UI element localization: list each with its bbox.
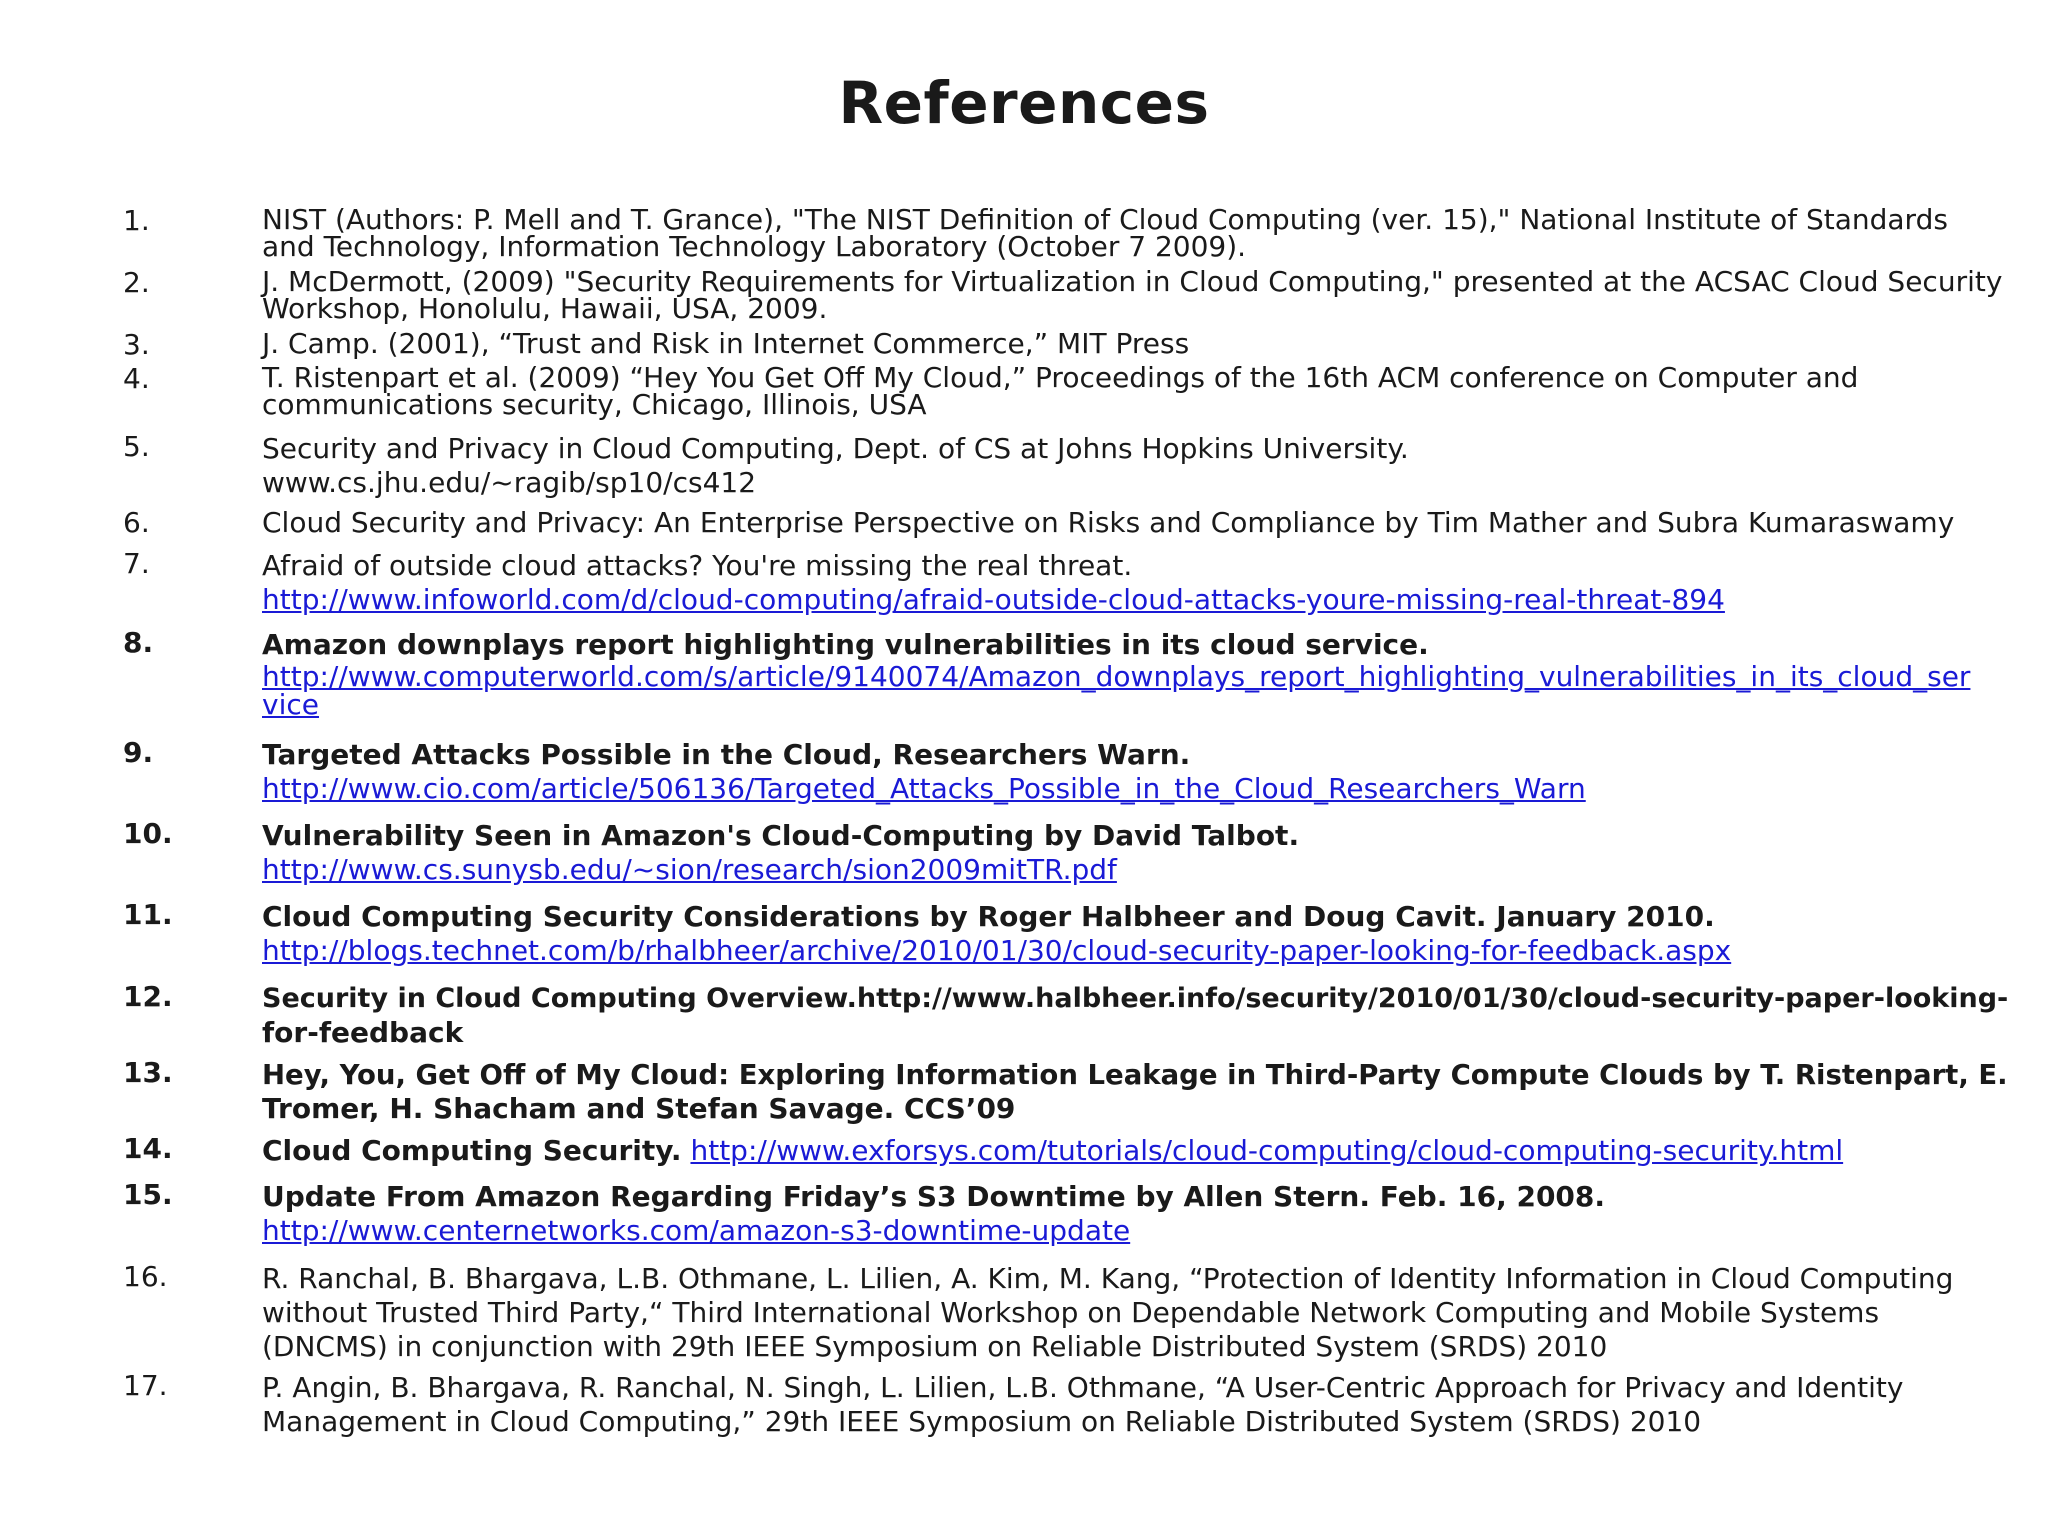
- reference-text: Cloud Security and Privacy: An Enterprise Perspective on Risks and Compliance by Tim Mather and Subra Kumaraswamy: [262, 506, 1955, 539]
- reference-text: R. Ranchal, B. Bhargava, L.B. Othmane, L. Lilien, A. Kim, M. Kang, “Protection of Identity Information in Cloud Computing: [262, 1262, 1954, 1295]
- reference-text: communications security, Chicago, Illinois, USA: [262, 388, 927, 421]
- reference-number: 13.: [123, 1056, 173, 1089]
- reference-link[interactable]: http://www.computerworld.com/s/article/9140074/Amazon_downplays_report_highlighting_vulnerabilities_in_its_cloud_ser: [262, 660, 1971, 693]
- reference-number: 17.: [123, 1369, 168, 1402]
- reference-link-continued[interactable]: vice: [262, 688, 319, 721]
- reference-text: J. McDermott, (2009) "Security Requirements for Virtualization in Cloud Computing," presented at the ACSAC Cloud Security: [262, 265, 2003, 298]
- reference-text: without Trusted Third Party,“ Third International Workshop on Dependable Network Computing and Mobile Systems: [262, 1296, 1880, 1329]
- reference-text: Cloud Computing Security Considerations by Roger Halbheer and Doug Cavit. January 2010.: [262, 900, 1715, 933]
- reference-number: 3.: [123, 328, 150, 361]
- page-title: References: [838, 69, 1210, 137]
- reference-text: Security in Cloud Computing Overview.http://www.halbheer.info/security/2010/01/30/cloud-security-paper-looking-: [262, 983, 2009, 1014]
- reference-link[interactable]: http://www.exforsys.com/tutorials/cloud-computing/cloud-computing-security.html: [690, 1134, 1844, 1167]
- reference-text: NIST (Authors: P. Mell and T. Grance), "The NIST Definition of Cloud Computing (ver. 15)," National Institute of Standards: [262, 203, 1948, 236]
- reference-number: 5.: [123, 430, 150, 463]
- reference-number: 14.: [123, 1132, 173, 1165]
- reference-number: 9.: [123, 736, 154, 769]
- reference-text: J. Camp. (2001), “Trust and Risk in Internet Commerce,” MIT Press: [262, 327, 1190, 360]
- reference-number: 10.: [123, 817, 173, 850]
- reference-text: Tromer, H. Shacham and Stefan Savage. CCS’09: [262, 1092, 1016, 1125]
- reference-number: 1.: [123, 204, 150, 237]
- reference-link[interactable]: http://www.centernetworks.com/amazon-s3-downtime-update: [262, 1214, 1131, 1247]
- reference-text: Afraid of outside cloud attacks? You're missing the real threat.: [262, 549, 1133, 582]
- reference-text: Vulnerability Seen in Amazon's Cloud-Computing by David Talbot.: [262, 819, 1300, 852]
- reference-text: Security and Privacy in Cloud Computing, Dept. of CS at Johns Hopkins University.: [262, 432, 1409, 465]
- reference-text: and Technology, Information Technology Laboratory (October 7 2009).: [262, 230, 1247, 263]
- reference-text: Management in Cloud Computing,” 29th IEEE Symposium on Reliable Distributed System (SRDS) 2010: [262, 1405, 1702, 1438]
- reference-number: 6.: [123, 506, 150, 539]
- reference-number: 16.: [123, 1260, 168, 1293]
- reference-text: (DNCMS) in conjunction with 29th IEEE Symposium on Reliable Distributed System (SRDS) 2010: [262, 1330, 1608, 1363]
- reference-text: Hey, You, Get Off of My Cloud: Exploring Information Leakage in Third-Party Compute Clouds by T. Ristenpart, E.: [262, 1059, 2008, 1091]
- reference-link[interactable]: http://blogs.technet.com/b/rhalbheer/archive/2010/01/30/cloud-security-paper-looking-for-feedback.aspx: [262, 934, 1732, 967]
- reference-text: for-feedback: [262, 1016, 464, 1049]
- reference-text: T. Ristenpart et al. (2009) “Hey You Get Off My Cloud,” Proceedings of the 16th ACM conference on Computer and: [262, 361, 1859, 394]
- reference-number: 12.: [123, 980, 173, 1013]
- reference-number: 4.: [123, 362, 150, 395]
- reference-text: Cloud Computing Security.: [262, 1134, 682, 1167]
- reference-link[interactable]: http://www.infoworld.com/d/cloud-computing/afraid-outside-cloud-attacks-youre-missing-real-threat-894: [262, 583, 1725, 616]
- reference-text: Workshop, Honolulu, Hawaii, USA, 2009.: [262, 292, 828, 325]
- reference-text: P. Angin, B. Bhargava, R. Ranchal, N. Singh, L. Lilien, L.B. Othmane, “A User-Centric Approach for Privacy and Identity: [262, 1371, 1904, 1404]
- reference-link[interactable]: http://www.cs.sunysb.edu/~sion/research/sion2009mitTR.pdf: [262, 853, 1117, 886]
- reference-text: Targeted Attacks Possible in the Cloud, Researchers Warn.: [262, 738, 1191, 771]
- reference-number: 7.: [123, 547, 150, 580]
- reference-text: Amazon downplays report highlighting vulnerabilities in its cloud service.: [262, 628, 1429, 661]
- reference-link[interactable]: http://www.cio.com/article/506136/Targeted_Attacks_Possible_in_the_Cloud_Researchers_Warn: [262, 772, 1586, 805]
- reference-text: Update From Amazon Regarding Friday’s S3 Downtime by Allen Stern. Feb. 16, 2008.: [262, 1180, 1606, 1213]
- reference-number: 2.: [123, 266, 150, 299]
- reference-number: 15.: [123, 1178, 173, 1211]
- reference-number: 8.: [123, 626, 154, 659]
- reference-number: 11.: [123, 898, 173, 931]
- reference-url: www.cs.jhu.edu/~ragib/sp10/cs412: [262, 466, 757, 499]
